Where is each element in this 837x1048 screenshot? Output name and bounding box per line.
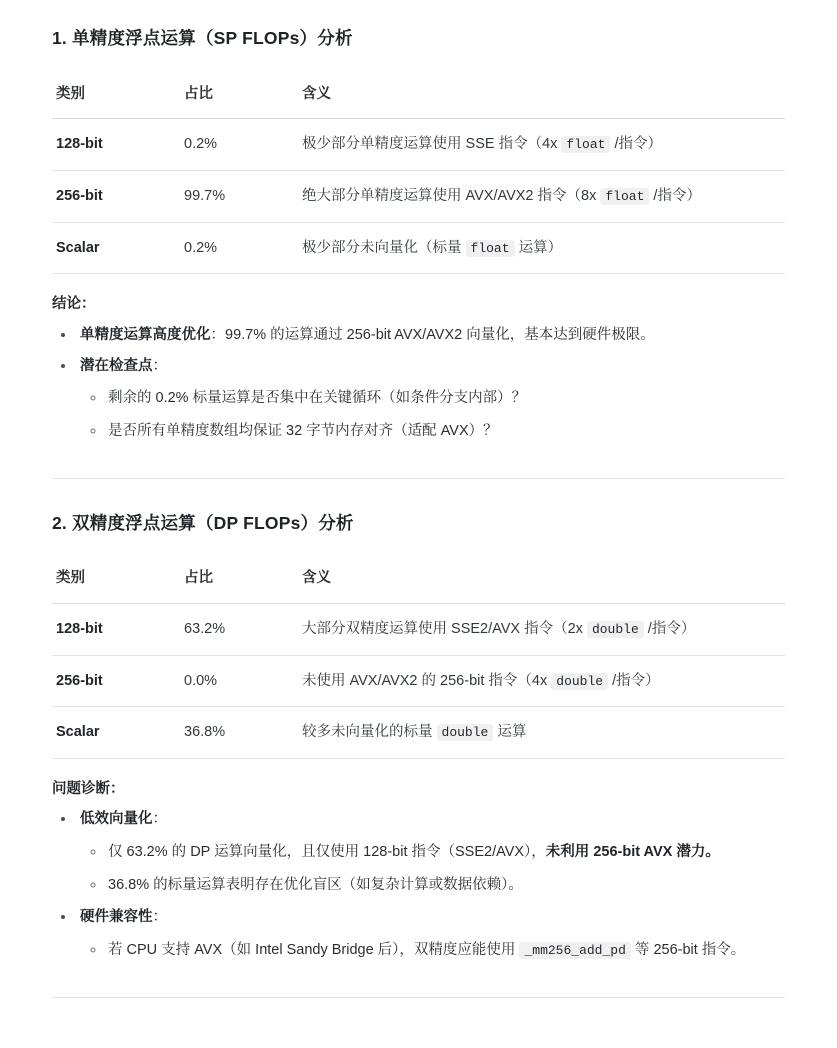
column-header-category: 类别: [52, 560, 180, 603]
list-item-emphasis: 潜在检查点: [80, 357, 153, 374]
diagnosis-list: [52, 807, 785, 962]
meaning-text-pre: 绝大部分单精度运算使用 AVX/AVX2 指令（8x: [302, 188, 601, 205]
list-item-text: ：: [152, 811, 167, 828]
table-header-row: [52, 560, 785, 603]
cell-meaning: [298, 603, 785, 655]
cell-category: Scalar: [52, 222, 180, 274]
table-row: [52, 655, 785, 707]
column-header-category: 类别: [52, 76, 180, 119]
sub-list: [80, 386, 785, 443]
cell-meaning: [298, 707, 785, 759]
list-item: [76, 354, 785, 444]
list-item: [76, 323, 785, 348]
table-row: [52, 119, 785, 171]
sub-text-pre: 36.8% 的标量运算表明存在优化盲区（如复杂计算或数据依赖）。: [108, 876, 523, 893]
meaning-text-pre: 极少部分单精度运算使用 SSE 指令（4x: [302, 136, 562, 153]
list-item: [76, 807, 785, 897]
code-token: double: [551, 673, 608, 690]
sub-list-item: [106, 873, 785, 898]
diagnosis-label: 问题诊断：: [52, 780, 125, 797]
meaning-text-post: 运算）: [514, 239, 563, 256]
sub-text-pre: 若 CPU 支持 AVX（如 Intel Sandy Bridge 后），双精度应能使用: [108, 942, 520, 959]
cell-percent: 36.8%: [180, 707, 298, 759]
sub-list-item: ◦ 是否所有单精度数组均保证 32 字节内存对齐（适配 AVX）？: [106, 419, 785, 444]
meaning-text-pre: 极少部分未向量化（标量: [302, 239, 466, 256]
sub-list-item: [106, 840, 785, 865]
sub-list: [80, 840, 785, 897]
code-token: double: [437, 724, 494, 741]
meaning-text-pre: 大部分双精度运算使用 SSE2/AVX 指令（2x: [302, 620, 587, 637]
code-token: _mm256_add_pd: [519, 942, 630, 959]
table-row: [52, 222, 785, 274]
cell-percent: 0.2%: [180, 119, 298, 171]
table-row: [52, 171, 785, 223]
dp-flops-table: [52, 560, 785, 759]
conclusion-list: [52, 323, 785, 444]
table-row: [52, 603, 785, 655]
section-divider-bottom: [52, 997, 785, 998]
cell-meaning: [298, 222, 785, 274]
sub-list-item: ◦ 剩余的 0.2% 标量运算是否集中在关键循环（如条件分支内部）？: [106, 386, 785, 411]
column-header-percent: 占比: [180, 560, 298, 603]
list-item-emphasis: 单精度运算高度优化: [80, 326, 211, 343]
cell-meaning: [298, 119, 785, 171]
cell-percent: 63.2%: [180, 603, 298, 655]
cell-category: 128-bit: [52, 119, 180, 171]
code-token: float: [466, 240, 515, 257]
meaning-text-post: /指令）: [649, 188, 701, 205]
cell-category: Scalar: [52, 707, 180, 759]
sub-list: [80, 938, 785, 963]
cell-category: 128-bit: [52, 603, 180, 655]
list-item: [76, 905, 785, 962]
conclusion-label: 结论：: [52, 296, 96, 313]
cell-category: 256-bit: [52, 655, 180, 707]
code-token: float: [561, 136, 610, 153]
code-token: float: [600, 188, 649, 205]
list-item-text: ：: [152, 357, 167, 374]
meaning-text-post: /指令）: [608, 672, 660, 689]
list-item-emphasis: 硬件兼容性: [80, 909, 153, 926]
sub-text-emphasis: 未利用 256-bit AVX 潜力。: [545, 844, 720, 861]
meaning-text-pre: 较多未向量化的标量: [302, 724, 437, 741]
meaning-text-pre: 未使用 AVX/AVX2 的 256-bit 指令（4x: [302, 672, 552, 689]
code-token: double: [587, 621, 644, 638]
cell-percent: 0.2%: [180, 222, 298, 274]
cell-percent: 0.0%: [180, 655, 298, 707]
column-header-meaning: 含义: [298, 76, 785, 119]
meaning-text-post: 运算: [493, 724, 527, 741]
column-header-meaning: 含义: [298, 560, 785, 603]
list-item-text: ：99.7% 的运算通过 256-bit AVX/AVX2 向量化，基本达到硬件极限。: [210, 326, 655, 343]
section-1-title: 1. 单精度浮点运算（SP FLOPs）分析: [52, 28, 353, 48]
table-row: [52, 707, 785, 759]
section-2-title: 2. 双精度浮点运算（DP FLOPs）分析: [52, 512, 354, 533]
section-divider: [52, 478, 785, 479]
meaning-text-post: /指令）: [643, 620, 696, 637]
table-header-row: [52, 76, 785, 119]
cell-percent: 99.7%: [180, 171, 298, 223]
list-item-text: ：: [152, 909, 167, 926]
section-dp-flops: [52, 509, 785, 963]
sub-text-post: 等 256-bit 指令。: [630, 942, 746, 959]
sp-flops-table: [52, 76, 785, 275]
cell-meaning: [298, 655, 785, 707]
column-header-percent: 占比: [180, 76, 298, 119]
meaning-text-post: /指令）: [610, 136, 662, 153]
cell-category: 256-bit: [52, 171, 180, 223]
cell-meaning: [298, 171, 785, 223]
section-sp-flops: [52, 24, 785, 444]
sub-text-pre: 仅 63.2% 的 DP 运算向量化，且仅使用 128-bit 指令（SSE2/AVX），: [108, 844, 546, 861]
list-item-emphasis: 低效向量化: [80, 811, 153, 828]
sub-list-item: [106, 938, 785, 963]
